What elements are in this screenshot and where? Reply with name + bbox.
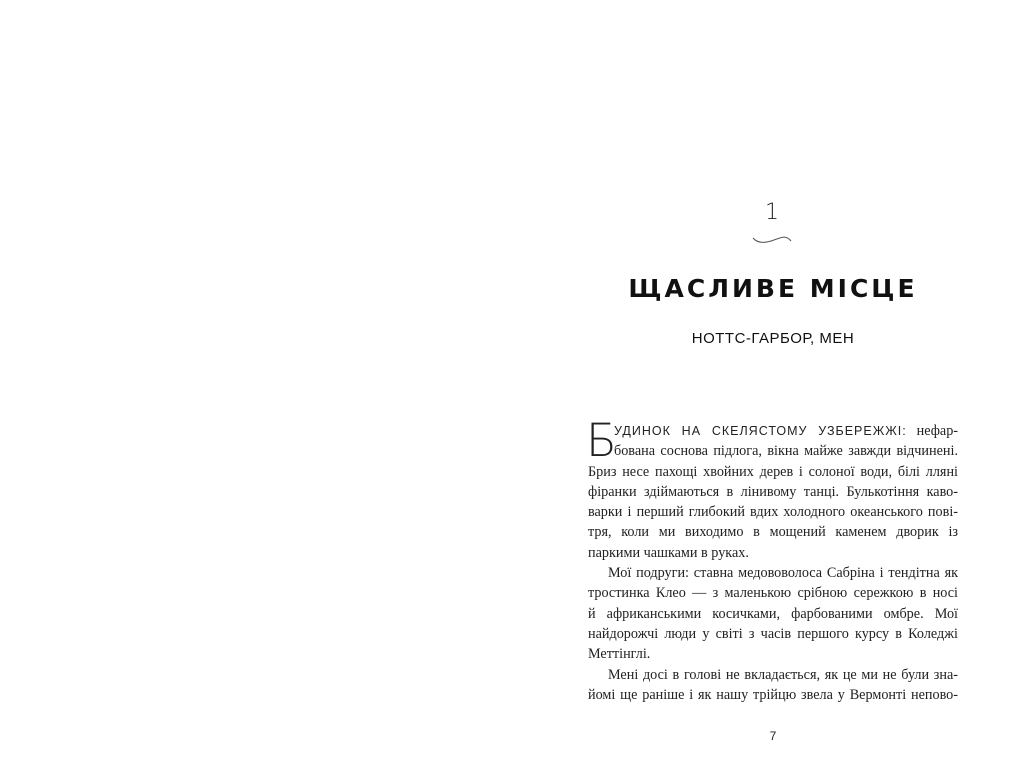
text-fragment: нефар- <box>916 423 959 439</box>
text-line: найдорожчі люди у світі з часів першого курсу в Коледжі <box>588 625 958 642</box>
chapter-number: 1 <box>765 200 779 225</box>
text-line: Бриз несе пахощі хвойних дерев і солоної води, білі лляні <box>588 463 958 480</box>
text-line: тростинка Клео — з маленькою срібною сережкою в носі <box>588 585 958 602</box>
chapter-title: ЩАСЛИВЕ МІСЦЕ <box>628 274 918 303</box>
ornament-swash-icon <box>752 232 792 246</box>
text-line: Меттінглі. <box>588 646 651 663</box>
text-line: тря, коли ми виходимо в мощений каменем дворик із <box>588 524 958 541</box>
page-number: 7 <box>769 729 777 743</box>
chapter-location: НОТТС-ГАРБОР, МЕН <box>691 330 855 347</box>
text-line: Мені досі в голові не вкладається, як це ми не були зна- <box>608 666 958 683</box>
text-line: Мої подруги: ставна медововолоса Сабріна і тендітна як <box>608 565 958 582</box>
text-line: й африканськими косичками, фарбованими омбре. Мої <box>588 605 958 622</box>
text-line: паркими чашками в руках. <box>588 544 749 561</box>
text-line <box>588 421 958 441</box>
body-text <box>586 414 959 705</box>
text-line: варки і перший глибокий вдих холодного океанського пові- <box>588 504 958 521</box>
drop-cap: Б <box>586 414 617 467</box>
lead-in: УДИНОК НА СКЕЛЯСТОМУ УЗБЕРЕЖЖІ: <box>614 424 907 438</box>
text-line: бована соснова підлога, вікна майже завжди відчинені. <box>614 443 958 460</box>
text-line: фіранки здіймаються в лінивому танці. Булькотіння каво- <box>588 483 958 500</box>
text-line: йомі ще раніше і як нашу трійцю звела у Вермонті непово- <box>588 686 958 703</box>
